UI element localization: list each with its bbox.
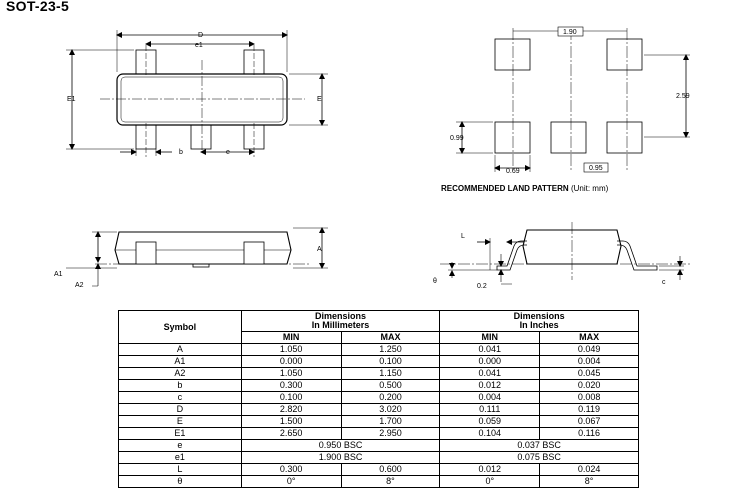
package-title: SOT-23-5	[6, 0, 70, 14]
in-max-cell: 0.008	[540, 392, 639, 404]
table-row	[119, 440, 639, 452]
land-pad-bottom-2	[551, 122, 586, 153]
table-row	[119, 368, 639, 380]
land-pad-top-1	[495, 39, 530, 70]
mm-max-cell: 0.200	[341, 392, 440, 404]
in-max-cell: 0.067	[540, 416, 639, 428]
in-group-header	[440, 311, 639, 332]
top-view	[66, 30, 328, 157]
label-E: E	[317, 96, 322, 103]
mm-min-cell: 0.300	[241, 380, 341, 392]
mm-min-cell: 2.820	[241, 404, 341, 416]
land-pad-gap: 0.95	[589, 165, 603, 172]
symbol-cell: c	[119, 392, 242, 404]
mm-max-cell: 0.600	[341, 464, 440, 476]
mm-max-cell: 1.150	[341, 368, 440, 380]
land-pattern-caption	[441, 184, 608, 193]
in-min-cell: 0.012	[440, 464, 540, 476]
in-min-header: MIN	[440, 332, 540, 344]
in-max-cell: 0.004	[540, 356, 639, 368]
table-row	[119, 404, 639, 416]
label-D: D	[198, 32, 204, 39]
in-max-cell: 8°	[540, 476, 639, 488]
in-group-line1: Dimensions	[513, 311, 565, 321]
in-max-cell: 0.116	[540, 428, 639, 440]
symbol-cell: E	[119, 416, 242, 428]
side-lead-2	[244, 242, 264, 264]
in-min-cell: 0.012	[440, 380, 540, 392]
table-row	[119, 416, 639, 428]
label-E1: E1	[67, 96, 76, 103]
table-row	[119, 356, 639, 368]
mm-max-header: MAX	[341, 332, 440, 344]
land-height: 2.59	[676, 93, 690, 100]
table-row	[119, 380, 639, 392]
symbol-cell: e	[119, 440, 242, 452]
land-pitch: 1.90	[563, 29, 577, 36]
label-offset: 0.2	[477, 283, 487, 290]
mm-max-cell: 1.700	[341, 416, 440, 428]
in-min-cell: 0.111	[440, 404, 540, 416]
mm-min-cell: 0.300	[241, 464, 341, 476]
in-max-cell: 0.049	[540, 344, 639, 356]
label-theta: θ	[433, 278, 437, 285]
mm-min-cell: 0°	[241, 476, 341, 488]
symbol-cell: A1	[119, 356, 242, 368]
end-lead-right	[617, 241, 657, 270]
label-e: e	[226, 149, 230, 156]
in-max-cell: 0.020	[540, 380, 639, 392]
in-min-cell: 0.041	[440, 368, 540, 380]
label-A: A	[317, 246, 322, 253]
label-A1: A1	[54, 271, 63, 278]
in-max-header: MAX	[540, 332, 639, 344]
mm-min-cell: 1.050	[241, 368, 341, 380]
symbol-cell: A2	[119, 368, 242, 380]
in-min-cell: 0.041	[440, 344, 540, 356]
label-A2: A2	[75, 282, 84, 289]
land-pad-width: 0.69	[506, 168, 520, 175]
label-L: L	[461, 233, 465, 240]
mm-bsc-cell: 1.900 BSC	[241, 452, 440, 464]
table-row	[119, 476, 639, 488]
symbol-cell: θ	[119, 476, 242, 488]
in-bsc-cell: 0.037 BSC	[440, 440, 639, 452]
dimensions-table	[118, 310, 639, 488]
in-min-cell: 0.059	[440, 416, 540, 428]
mm-max-cell: 8°	[341, 476, 440, 488]
mm-max-cell: 2.950	[341, 428, 440, 440]
mm-bsc-cell: 0.950 BSC	[241, 440, 440, 452]
mm-min-cell: 0.000	[241, 356, 341, 368]
end-lead-left	[497, 241, 527, 270]
in-min-cell: 0.000	[440, 356, 540, 368]
mm-min-cell: 1.500	[241, 416, 341, 428]
table-row	[119, 344, 639, 356]
label-b: b	[179, 149, 183, 156]
mm-min-cell: 0.100	[241, 392, 341, 404]
side-view	[54, 228, 328, 289]
symbol-cell: E1	[119, 428, 242, 440]
label-e1: e1	[195, 42, 203, 49]
table-row	[119, 392, 639, 404]
symbol-header: Symbol	[119, 311, 242, 344]
table-row	[119, 428, 639, 440]
side-lead-1	[136, 242, 156, 264]
land-caption-bold: RECOMMENDED LAND PATTERN	[441, 184, 569, 193]
in-min-cell: 0.004	[440, 392, 540, 404]
land-pad-top-2	[607, 39, 642, 70]
mm-max-cell: 0.500	[341, 380, 440, 392]
in-bsc-cell: 0.075 BSC	[440, 452, 639, 464]
mm-min-header: MIN	[241, 332, 341, 344]
symbol-cell: A	[119, 344, 242, 356]
in-max-cell: 0.045	[540, 368, 639, 380]
symbol-cell: L	[119, 464, 242, 476]
table-row	[119, 464, 639, 476]
mm-max-cell: 0.100	[341, 356, 440, 368]
mm-max-cell: 1.250	[341, 344, 440, 356]
mm-group-line2: In Millimeters	[311, 320, 370, 330]
symbol-cell: b	[119, 380, 242, 392]
land-caption-unit: (Unit: mm)	[570, 184, 609, 193]
mm-max-cell: 3.020	[341, 404, 440, 416]
dimensions-table-body	[119, 344, 639, 488]
in-min-cell: 0°	[440, 476, 540, 488]
land-pad-bottom-3	[607, 122, 642, 153]
mm-min-cell: 2.650	[241, 428, 341, 440]
bottom-lead-2	[191, 125, 211, 149]
mm-group-line1: Dimensions	[315, 311, 367, 321]
in-min-cell: 0.104	[440, 428, 540, 440]
mm-min-cell: 1.050	[241, 344, 341, 356]
land-pattern	[450, 27, 690, 175]
mm-group-header	[241, 311, 440, 332]
end-view	[433, 222, 690, 290]
in-max-cell: 0.024	[540, 464, 639, 476]
symbol-cell: D	[119, 404, 242, 416]
symbol-cell: e1	[119, 452, 242, 464]
label-c: c	[662, 279, 666, 286]
in-group-line2: In Inches	[519, 320, 559, 330]
in-max-cell: 0.119	[540, 404, 639, 416]
land-pad-bottom-1	[495, 122, 530, 153]
table-row	[119, 452, 639, 464]
land-pad-length: 0.99	[450, 135, 464, 142]
